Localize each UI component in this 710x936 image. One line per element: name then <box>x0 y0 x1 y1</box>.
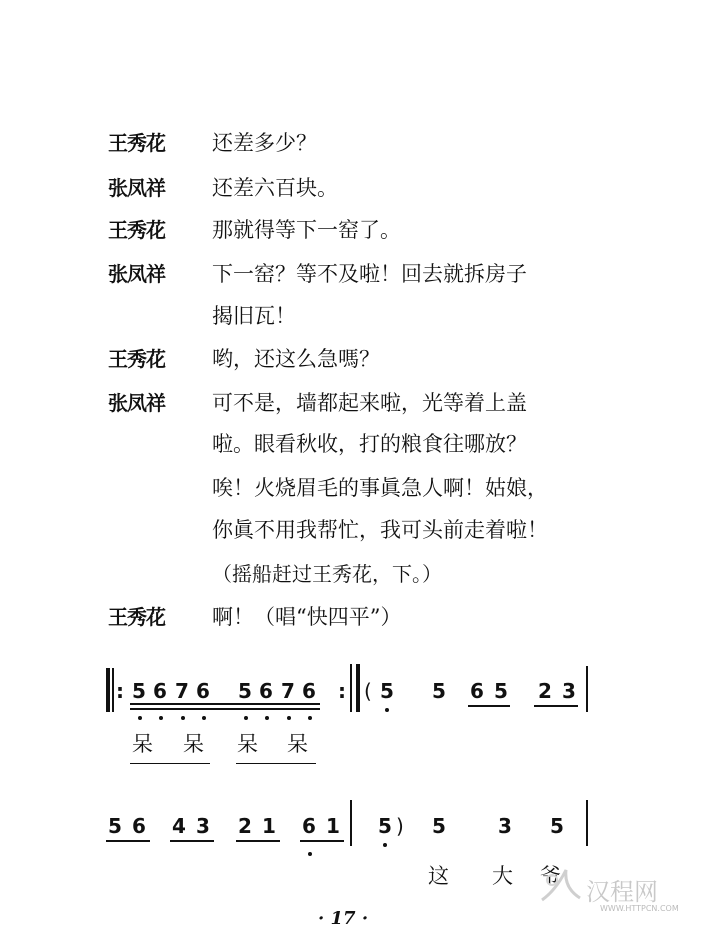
note: 5 <box>108 814 122 838</box>
dialogue-line: 揭旧瓦！ <box>212 304 296 328</box>
note: 2 <box>238 814 252 838</box>
slur-line <box>236 763 316 764</box>
note: 6 <box>196 679 210 703</box>
note: 5 <box>380 679 394 703</box>
beam-line <box>236 840 280 842</box>
lower-octave-dot <box>287 716 291 720</box>
note: 6 <box>470 679 484 703</box>
note: 6 <box>259 679 273 703</box>
beam-line <box>130 703 320 705</box>
note: 1 <box>326 814 340 838</box>
lyric: 这 <box>428 864 449 888</box>
lower-octave-dot <box>385 708 389 712</box>
speaker-label: 张凤祥 <box>108 176 165 200</box>
dialogue-line: 啦。眼看秋收，打的粮食往哪放？ <box>212 432 527 456</box>
note: 7 <box>281 679 295 703</box>
beam-line <box>468 705 510 707</box>
paren-open: ( <box>364 679 372 703</box>
lyric: 呆 <box>237 732 258 756</box>
note: 3 <box>562 679 576 703</box>
speaker-label: 张凤祥 <box>108 262 165 286</box>
note: 6 <box>302 679 316 703</box>
dialogue-line: 唉！火烧眉毛的事眞急人啊！姑娘， <box>212 476 548 500</box>
lower-octave-dot <box>138 716 142 720</box>
paren-close: ) <box>396 814 404 838</box>
barline <box>586 800 588 846</box>
lower-octave-dot <box>244 716 248 720</box>
speaker-label: 王秀花 <box>108 605 165 629</box>
note: 5 <box>550 814 564 838</box>
lower-octave-dot <box>202 716 206 720</box>
watermark-logo-icon <box>536 860 586 910</box>
lower-octave-dot <box>159 716 163 720</box>
speaker-label: 张凤祥 <box>108 391 165 415</box>
beam-line <box>534 705 578 707</box>
stage-direction: （摇船赶过王秀花，下。） <box>212 562 442 586</box>
note: 4 <box>172 814 186 838</box>
beam-line <box>130 708 320 710</box>
lower-octave-dot <box>265 716 269 720</box>
lower-octave-dot <box>181 716 185 720</box>
barline <box>586 666 588 712</box>
beam-line <box>170 840 214 842</box>
note: 5 <box>432 679 446 703</box>
note: 6 <box>132 814 146 838</box>
speaker-label: 王秀花 <box>108 218 165 242</box>
barline <box>350 800 352 846</box>
lyric: 呆 <box>132 732 153 756</box>
repeat-barline <box>106 668 110 712</box>
note: 5 <box>238 679 252 703</box>
dialogue-line: 可不是，墙都起来啦，光等着上盖 <box>212 391 527 415</box>
dialogue-line: 还差六百块。 <box>212 176 338 200</box>
note: 1 <box>262 814 276 838</box>
lower-octave-dot <box>383 843 387 847</box>
note: 6 <box>302 814 316 838</box>
note: 7 <box>175 679 189 703</box>
repeat-colon: : <box>338 679 346 703</box>
dialogue-line: 下一窑？等不及啦！回去就拆房子 <box>212 262 527 286</box>
repeat-colon: : <box>116 679 124 703</box>
speaker-label: 王秀花 <box>108 131 165 155</box>
note: 5 <box>132 679 146 703</box>
dialogue-line: 啊！（唱“快四平”） <box>212 605 402 629</box>
note: 5 <box>432 814 446 838</box>
lyric: 大 <box>492 864 513 888</box>
lower-octave-dot <box>308 716 312 720</box>
note: 6 <box>153 679 167 703</box>
note: 5 <box>378 814 392 838</box>
dialogue-line: 哟，还这么急嗎？ <box>212 347 380 371</box>
dialogue-line: 还差多少？ <box>212 131 317 155</box>
lower-octave-dot <box>308 852 312 856</box>
lyric: 爷 <box>540 864 561 888</box>
note: 5 <box>494 679 508 703</box>
note: 3 <box>196 814 210 838</box>
lyric: 呆 <box>287 732 308 756</box>
lyric: 呆 <box>183 732 204 756</box>
beam-line <box>300 840 344 842</box>
dialogue-line: 那就得等下一窑了。 <box>212 218 401 242</box>
watermark-text: 汉程网 <box>586 878 658 906</box>
note: 2 <box>538 679 552 703</box>
watermark-url: WWW.HTTPCN.COM <box>600 904 679 913</box>
repeat-barline <box>112 668 114 712</box>
beam-line <box>106 840 150 842</box>
repeat-barline <box>356 664 360 712</box>
note: 3 <box>498 814 512 838</box>
speaker-label: 王秀花 <box>108 347 165 371</box>
dialogue-line: 你眞不用我帮忙，我可头前走着啦！ <box>212 518 548 542</box>
slur-line <box>130 763 210 764</box>
repeat-barline <box>350 664 352 712</box>
page-number: · 17 · <box>318 908 369 929</box>
